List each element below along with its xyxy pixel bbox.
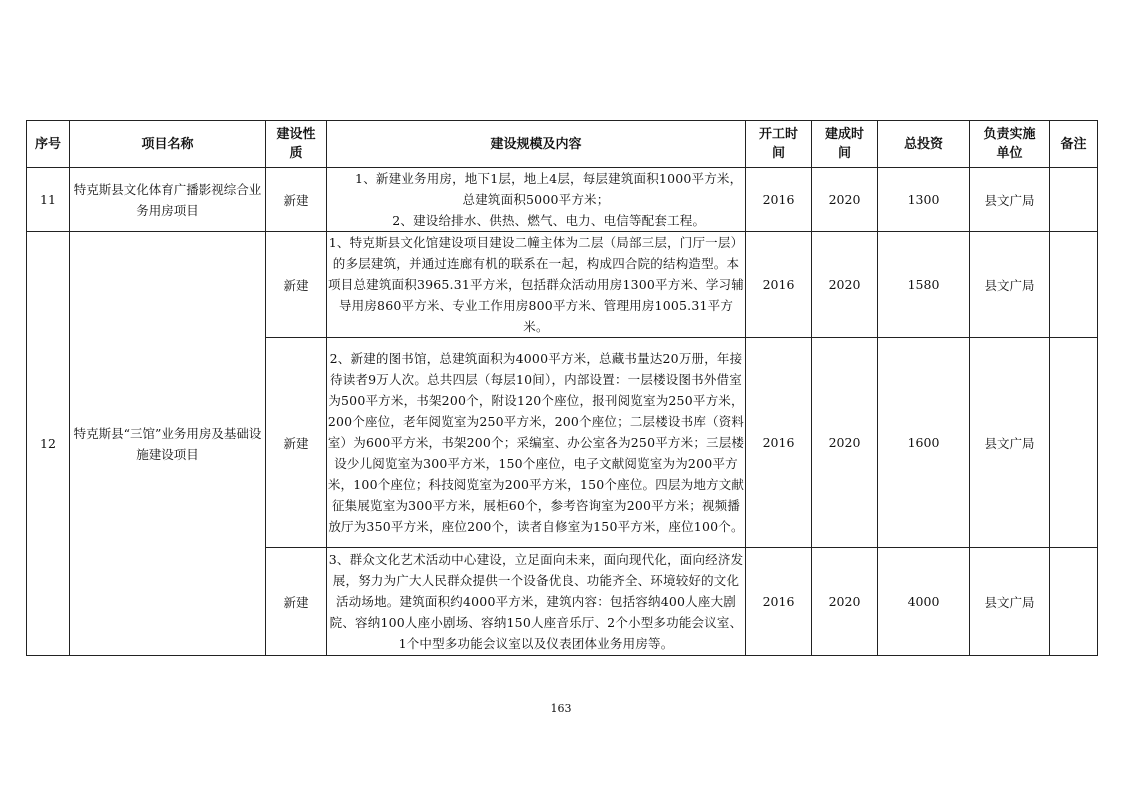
header-content: 建设规模及内容: [327, 121, 746, 168]
table-row: [27, 168, 1098, 232]
cell-note: [1050, 338, 1098, 548]
header-nature: 建设性质: [266, 121, 327, 168]
cell-start: 2016: [746, 168, 812, 232]
cell-finish: 2020: [812, 168, 878, 232]
cell-unit: 县文广局: [970, 338, 1050, 548]
cell-content: 1、特克斯县文化馆建设项目建设二幢主体为二层（局部三层，门厅一层）的多层建筑，并通过连廊有机的联系在一起，构成四合院的结构造型。本项目总建筑面积3965.31平方米，包括群众活动用房1300平方米、学习辅导用房860平方米、专业工作用房800平方米、管理用房1005.31平方米。: [327, 232, 746, 338]
header-seq: 序号: [27, 121, 70, 168]
cell-nature: 新建: [266, 232, 327, 338]
project-table: [26, 120, 1098, 656]
cell-name: 特克斯县“三馆”业务用房及基础设施建设项目: [70, 232, 266, 656]
cell-note: [1050, 168, 1098, 232]
cell-seq: 11: [27, 168, 70, 232]
header-start: 开工时间: [746, 121, 812, 168]
header-note: 备注: [1050, 121, 1098, 168]
cell-finish: 2020: [812, 548, 878, 656]
cell-note: [1050, 548, 1098, 656]
header-unit: 负责实施单位: [970, 121, 1050, 168]
cell-invest: 1300: [878, 168, 970, 232]
cell-unit: 县文广局: [970, 548, 1050, 656]
cell-content: 2、新建的图书馆，总建筑面积为4000平方米，总藏书量达20万册，年接待读者9万人次。总共四层（每层10间），内部设置：一层楼设图书外借室为500平方米，书架200个，附设120个座位，报刊阅览室为250平方米，200个座位，老年阅览室为250平方米，200个座位；二层楼设书库（资料室）为600平方米，书架200个；采编室、办公室各为250平方米；三层楼设少儿阅览室为300平方米，150个座位，电子文献阅览室为为200平方米，100个座位；科技阅览室为200平方米，150个座位。四层为地方文献征集展览室为300平方米，展柜60个，参考咨询室为200平方米；视频播放厅为350平方米，座位200个，读者自修室为150平方米，座位100个。: [327, 338, 746, 548]
cell-invest: 1580: [878, 232, 970, 338]
cell-seq: 12: [27, 232, 70, 656]
page-number: 163: [550, 702, 572, 715]
cell-note: [1050, 232, 1098, 338]
table-row: [27, 232, 1098, 338]
cell-nature: 新建: [266, 548, 327, 656]
header-invest: 总投资: [878, 121, 970, 168]
cell-finish: 2020: [812, 232, 878, 338]
cell-nature: 新建: [266, 168, 327, 232]
cell-start: 2016: [746, 338, 812, 548]
header-row: [27, 121, 1098, 168]
cell-invest: 1600: [878, 338, 970, 548]
cell-name: 特克斯县文化体育广播影视综合业务用房项目: [70, 168, 266, 232]
cell-content: 1、新建业务用房，地下1层，地上4层，每层建筑面积1000平方米，总建筑面积5000平方米； 2、建设给排水、供热、燃气、电力、电信等配套工程。: [327, 168, 746, 232]
cell-content: 3、群众文化艺术活动中心建设，立足面向未来，面向现代化，面向经济发展，努力为广大人民群众提供一个设备优良、功能齐全、环境较好的文化活动场地。建筑面积约4000平方米，建筑内容：包括容纳400人座大剧院、容纳100人座小剧场、容纳150人座音乐厅、2个小型多功能会议室、1个中型多功能会议室以及仪表团体业务用房等。: [327, 548, 746, 656]
header-name: 项目名称: [70, 121, 266, 168]
cell-finish: 2020: [812, 338, 878, 548]
cell-unit: 县文广局: [970, 232, 1050, 338]
cell-start: 2016: [746, 232, 812, 338]
header-finish: 建成时间: [812, 121, 878, 168]
cell-unit: 县文广局: [970, 168, 1050, 232]
cell-nature: 新建: [266, 338, 327, 548]
cell-invest: 4000: [878, 548, 970, 656]
cell-start: 2016: [746, 548, 812, 656]
